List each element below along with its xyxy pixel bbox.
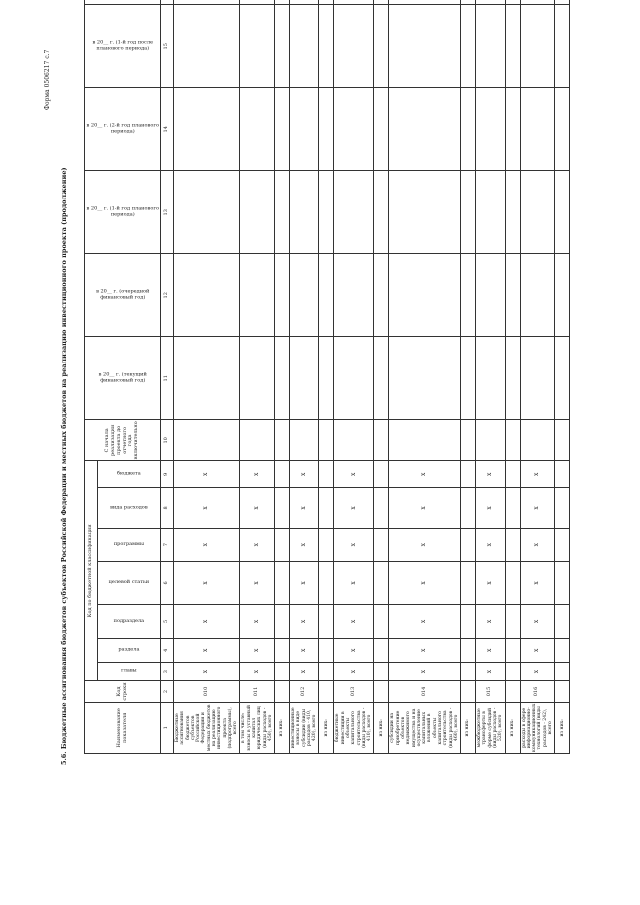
- value-cell: [389, 420, 461, 461]
- classification-mark: x: [174, 662, 240, 681]
- classification-mark: [505, 488, 520, 529]
- table-row: [290, 0, 319, 754]
- value-cell: [389, 5, 461, 88]
- classification-mark: [505, 638, 520, 662]
- classification-mark: [505, 461, 520, 488]
- value-cell: [174, 337, 240, 420]
- classification-mark: [374, 488, 389, 529]
- classification-mark: x: [334, 461, 374, 488]
- value-cell: [240, 5, 275, 88]
- value-cell: [374, 420, 389, 461]
- classification-mark: x: [389, 662, 461, 681]
- value-cell: [275, 88, 290, 171]
- value-cell: [174, 0, 240, 5]
- value-cell: [334, 0, 374, 5]
- value-cell: [476, 420, 505, 461]
- header-subsection: подраздела: [98, 605, 161, 639]
- value-cell: [290, 171, 319, 254]
- classification-mark: [461, 638, 476, 662]
- value-cell: [461, 337, 476, 420]
- row-code: 014: [389, 681, 461, 702]
- classification-mark: x: [389, 461, 461, 488]
- value-cell: [555, 88, 570, 171]
- classification-mark: [319, 488, 334, 529]
- column-number: 11: [161, 337, 174, 420]
- value-cell: [520, 5, 555, 88]
- row-name: в том числе: взносы в уставный капитал юридических лиц (виды расходов - 450), всего: [240, 702, 275, 753]
- classification-mark: x: [476, 662, 505, 681]
- row-name: из них:: [374, 702, 389, 753]
- value-cell: [240, 0, 275, 5]
- row-code: [461, 681, 476, 702]
- value-cell: [555, 0, 570, 5]
- classification-mark: [461, 605, 476, 639]
- classification-mark: x: [520, 488, 555, 529]
- value-cell: [520, 337, 555, 420]
- classification-mark: x: [334, 662, 374, 681]
- value-cell: [389, 88, 461, 171]
- table-row: [520, 0, 555, 754]
- classification-mark: [461, 528, 476, 561]
- header-code: Код строки: [85, 681, 161, 702]
- column-number: 10: [161, 420, 174, 461]
- header-section: раздела: [98, 638, 161, 662]
- value-cell: [461, 254, 476, 337]
- classification-mark: x: [240, 638, 275, 662]
- classification-mark: x: [290, 461, 319, 488]
- value-cell: [174, 88, 240, 171]
- classification-mark: [275, 605, 290, 639]
- classification-mark: x: [174, 461, 240, 488]
- classification-mark: x: [520, 561, 555, 604]
- classification-mark: x: [334, 488, 374, 529]
- classification-mark: x: [520, 528, 555, 561]
- classification-mark: [555, 561, 570, 604]
- value-cell: [520, 171, 555, 254]
- value-cell: [275, 337, 290, 420]
- value-cell: [319, 171, 334, 254]
- value-cell: [520, 254, 555, 337]
- row-name: бюджетные инвестиции в объекты капитального строительства (виды расходов - 410), всего: [334, 702, 374, 753]
- value-cell: [290, 420, 319, 461]
- classification-mark: x: [240, 528, 275, 561]
- classification-mark: [374, 605, 389, 639]
- classification-mark: [275, 561, 290, 604]
- table-row: [461, 0, 476, 754]
- row-code: [505, 681, 520, 702]
- value-cell: [290, 0, 319, 5]
- value-cell: [555, 171, 570, 254]
- value-cell: [334, 5, 374, 88]
- column-number: 6: [161, 561, 174, 604]
- table-row: [505, 0, 520, 754]
- classification-mark: x: [476, 561, 505, 604]
- classification-mark: x: [240, 561, 275, 604]
- column-number: 5: [161, 605, 174, 639]
- table-row: [374, 0, 389, 754]
- classification-mark: [319, 528, 334, 561]
- row-name: субсидии на приобретение объектов недвижимого имущества и на осуществление капитальных вложений в объекты капитального строительства (виды расходов - 460), всего: [389, 702, 461, 753]
- header-plan1: в 20__ г. (1-й год планового периода): [85, 171, 161, 254]
- classification-mark: [505, 662, 520, 681]
- value-cell: [374, 171, 389, 254]
- classification-mark: x: [240, 605, 275, 639]
- value-cell: [476, 254, 505, 337]
- classification-mark: [374, 561, 389, 604]
- value-cell: [461, 5, 476, 88]
- classification-mark: [505, 561, 520, 604]
- value-cell: [374, 5, 389, 88]
- value-cell: [476, 0, 505, 5]
- row-code: [374, 681, 389, 702]
- row-code: 016: [520, 681, 555, 702]
- column-number: 8: [161, 488, 174, 529]
- classification-mark: x: [334, 605, 374, 639]
- classification-mark: x: [290, 662, 319, 681]
- value-cell: [555, 254, 570, 337]
- classification-mark: x: [520, 638, 555, 662]
- column-number: [161, 0, 174, 5]
- value-cell: [389, 337, 461, 420]
- value-cell: [555, 5, 570, 88]
- classification-mark: x: [240, 461, 275, 488]
- header-next-year: в 20__ г. (очередной финансовый год): [85, 254, 161, 337]
- classification-mark: x: [334, 561, 374, 604]
- classification-mark: [275, 662, 290, 681]
- column-number: 9: [161, 461, 174, 488]
- header-chapter: главы: [98, 662, 161, 681]
- classification-mark: x: [334, 528, 374, 561]
- classification-mark: [319, 638, 334, 662]
- value-cell: [505, 5, 520, 88]
- value-cell: [275, 420, 290, 461]
- classification-mark: x: [174, 605, 240, 639]
- row-code: 012: [290, 681, 319, 702]
- row-name: расходы в сфере информационно-коммуникационных технологий (виды расходов - 242), всего: [521, 703, 553, 752]
- classification-mark: [461, 561, 476, 604]
- column-number-row: [161, 0, 174, 754]
- value-cell: [174, 420, 240, 461]
- header-budget-kind: бюджета: [98, 461, 161, 488]
- value-cell: [555, 337, 570, 420]
- section-title: 5.6. Бюджетные ассигнования бюджетов субъектов Российской Федерации и местных бюджетов на реализацию инвестиционного проекта (продолжение): [60, 167, 68, 765]
- row-code: 010: [174, 681, 240, 702]
- value-cell: [240, 337, 275, 420]
- header-after2: [85, 0, 161, 5]
- classification-mark: [319, 561, 334, 604]
- table-body: [174, 0, 570, 754]
- value-cell: [290, 337, 319, 420]
- value-cell: [505, 171, 520, 254]
- classification-mark: x: [520, 662, 555, 681]
- classification-mark: [555, 662, 570, 681]
- value-cell: [240, 171, 275, 254]
- header-plan2: в 20__ г. (2-й год планового периода): [85, 88, 161, 171]
- row-code: 013: [334, 681, 374, 702]
- classification-mark: x: [520, 605, 555, 639]
- column-number: 14: [161, 88, 174, 171]
- value-cell: [476, 171, 505, 254]
- classification-mark: x: [389, 638, 461, 662]
- value-cell: [275, 171, 290, 254]
- classification-mark: x: [520, 461, 555, 488]
- value-cell: [461, 88, 476, 171]
- value-cell: [520, 420, 555, 461]
- value-cell: [319, 88, 334, 171]
- classification-mark: [555, 638, 570, 662]
- value-cell: [275, 254, 290, 337]
- value-cell: [240, 88, 275, 171]
- row-name: из них:: [461, 702, 476, 753]
- classification-mark: x: [240, 488, 275, 529]
- value-cell: [374, 254, 389, 337]
- classification-mark: x: [389, 605, 461, 639]
- classification-mark: [505, 605, 520, 639]
- classification-mark: x: [174, 488, 240, 529]
- row-code: 011: [240, 681, 275, 702]
- value-cell: [319, 254, 334, 337]
- classification-mark: x: [476, 461, 505, 488]
- classification-mark: [319, 461, 334, 488]
- header-after1: в 20__ г. (1-й год после планового периода): [85, 5, 161, 88]
- row-name: из них:: [319, 702, 334, 753]
- header-current-year: в 20__ г. (текущий финансовый год): [85, 337, 161, 420]
- row-code: [275, 681, 290, 702]
- value-cell: [290, 5, 319, 88]
- value-cell: [555, 420, 570, 461]
- column-number: 2: [161, 681, 174, 702]
- classification-mark: [374, 461, 389, 488]
- classification-mark: [461, 662, 476, 681]
- row-code: [555, 681, 570, 702]
- classification-mark: x: [334, 638, 374, 662]
- value-cell: [334, 337, 374, 420]
- value-cell: [476, 5, 505, 88]
- column-number: 3: [161, 662, 174, 681]
- row-name: межбюджетные трансферты в форме субсидий (виды расходов - 520), всего: [476, 702, 505, 753]
- value-cell: [505, 254, 520, 337]
- classification-mark: [505, 528, 520, 561]
- header-since-start: С начала реализации проекта до отчетного года включительно: [85, 420, 161, 461]
- classification-mark: x: [476, 528, 505, 561]
- classification-mark: [461, 488, 476, 529]
- value-cell: [461, 171, 476, 254]
- classification-mark: x: [476, 638, 505, 662]
- classification-mark: x: [476, 488, 505, 529]
- value-cell: [319, 420, 334, 461]
- classification-mark: [275, 528, 290, 561]
- value-cell: [374, 337, 389, 420]
- classification-mark: [374, 638, 389, 662]
- value-cell: [476, 337, 505, 420]
- classification-mark: x: [290, 605, 319, 639]
- classification-mark: [555, 461, 570, 488]
- row-code: [319, 681, 334, 702]
- value-cell: [319, 0, 334, 5]
- value-cell: [520, 0, 555, 5]
- column-number: 15: [161, 5, 174, 88]
- classification-mark: [555, 605, 570, 639]
- classification-mark: [319, 662, 334, 681]
- classification-mark: x: [174, 561, 240, 604]
- value-cell: [389, 254, 461, 337]
- header-expense-group: вида расходов: [98, 488, 161, 529]
- header-name: Наименование показателя: [85, 702, 161, 753]
- value-cell: [319, 337, 334, 420]
- classification-mark: [555, 488, 570, 529]
- classification-mark: x: [240, 662, 275, 681]
- column-number: 4: [161, 638, 174, 662]
- classification-mark: [374, 528, 389, 561]
- value-cell: [240, 254, 275, 337]
- value-cell: [505, 337, 520, 420]
- value-cell: [334, 254, 374, 337]
- value-cell: [275, 0, 290, 5]
- value-cell: [290, 88, 319, 171]
- row-name: Бюджетные ассигнования бюджетов субъектов Российской Федерации и местных бюджетов на реализацию инвестиционного проекта (подпрограммы), всего: [174, 702, 240, 753]
- column-number: 7: [161, 528, 174, 561]
- budget-table: [84, 0, 570, 754]
- value-cell: [374, 0, 389, 5]
- value-cell: [461, 420, 476, 461]
- value-cell: [174, 5, 240, 88]
- value-cell: [374, 88, 389, 171]
- table-row: [275, 0, 290, 754]
- header-budget-class: Код по бюджетной классификации: [85, 461, 98, 681]
- value-cell: [389, 171, 461, 254]
- row-code: 015: [476, 681, 505, 702]
- classification-mark: x: [290, 528, 319, 561]
- value-cell: [174, 171, 240, 254]
- classification-mark: x: [389, 488, 461, 529]
- table-row: [240, 0, 275, 754]
- value-cell: [389, 0, 461, 5]
- classification-mark: [275, 488, 290, 529]
- classification-mark: x: [389, 561, 461, 604]
- value-cell: [505, 88, 520, 171]
- table-row: [389, 0, 461, 754]
- classification-mark: x: [290, 561, 319, 604]
- value-cell: [334, 88, 374, 171]
- value-cell: [319, 5, 334, 88]
- classification-mark: x: [290, 638, 319, 662]
- table-row: [555, 0, 570, 754]
- classification-mark: [319, 605, 334, 639]
- classification-mark: x: [476, 605, 505, 639]
- table-row: [476, 0, 505, 754]
- value-cell: [520, 88, 555, 171]
- header-target-item: целевой статьи: [98, 561, 161, 604]
- classification-mark: [275, 638, 290, 662]
- classification-mark: [374, 662, 389, 681]
- value-cell: [334, 171, 374, 254]
- classification-mark: x: [389, 528, 461, 561]
- classification-mark: x: [174, 638, 240, 662]
- row-name: из них:: [275, 702, 290, 753]
- value-cell: [240, 420, 275, 461]
- row-name: инвестиционные взносы в виде субсидии (виды расходов - 410, 420), всего: [290, 702, 319, 753]
- table-row: [319, 0, 334, 754]
- classification-mark: [555, 528, 570, 561]
- classification-mark: [461, 461, 476, 488]
- header-program: программы: [98, 528, 161, 561]
- form-code: Форма 0506217 с.7: [44, 49, 51, 110]
- value-cell: [505, 0, 520, 5]
- classification-mark: x: [290, 488, 319, 529]
- table-row: [334, 0, 374, 754]
- value-cell: [174, 254, 240, 337]
- value-cell: [505, 420, 520, 461]
- classification-mark: x: [174, 528, 240, 561]
- table-row: [174, 0, 240, 754]
- column-number: 12: [161, 254, 174, 337]
- row-name: из них:: [505, 702, 520, 753]
- column-number: 13: [161, 171, 174, 254]
- value-cell: [476, 88, 505, 171]
- value-cell: [334, 420, 374, 461]
- value-cell: [275, 5, 290, 88]
- column-number: 1: [161, 702, 174, 753]
- classification-mark: [275, 461, 290, 488]
- value-cell: [461, 0, 476, 5]
- row-name: из них:: [555, 702, 570, 753]
- value-cell: [290, 254, 319, 337]
